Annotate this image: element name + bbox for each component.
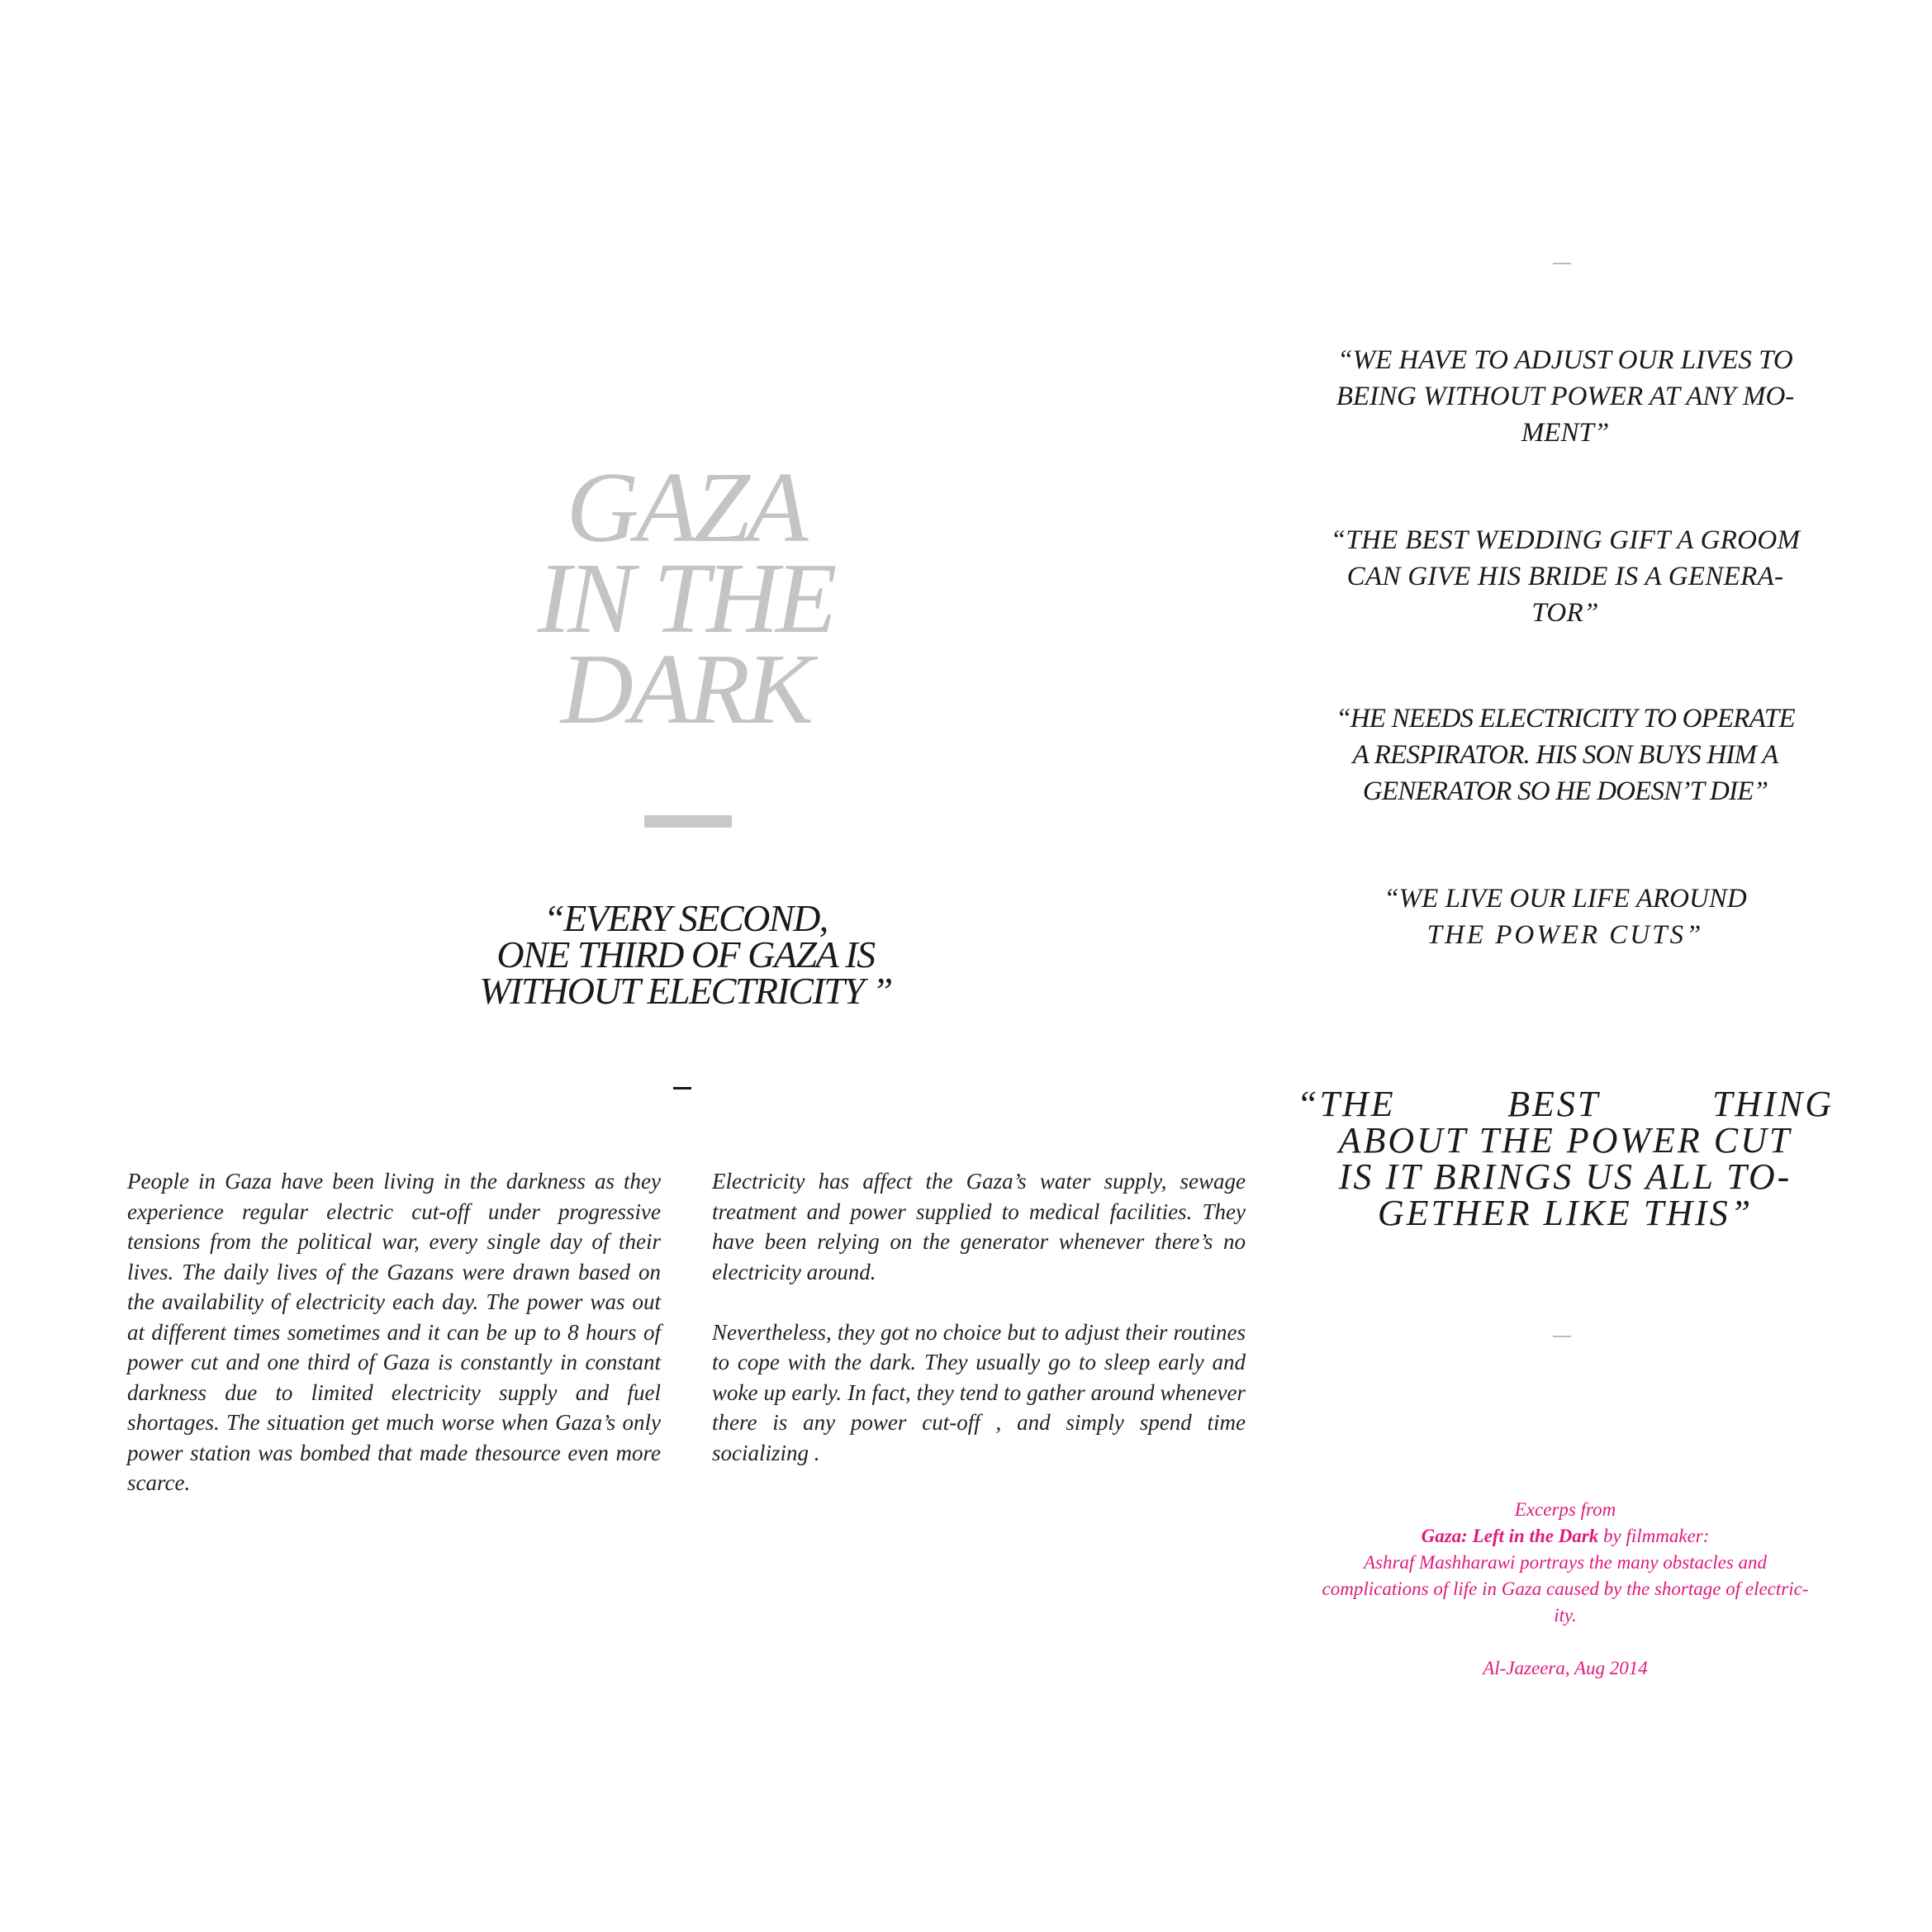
body-paragraph: Electricity has affect the Gaza’s water supply, sewage treatment and power supplied to medical facilities. They have been relying on the generator whenever there’s no electricity around.: [712, 1169, 1246, 1284]
pull-quote: [1297, 342, 1834, 451]
body-paragraph: People in Gaza have been living in the darkness as they experience regular electric cut-off under progressive tensions from the political war, every single day of their lives. The daily lives of the Gazans were drawn based on the availability of electricity each day. The power was out at different times sometimes and it can be up to 8 hours of power cut and one third of Gaza is constantly in constant darkness due to limited electricity supply and fuel shortages. The situation get much worse when Gaza’s only power station was bombed that made thesource even more scarce.: [127, 1169, 661, 1495]
section-divider: [673, 1087, 691, 1089]
film-title: Gaza: Left in the Dark: [1421, 1526, 1599, 1546]
body-column-left: [127, 1166, 661, 1528]
pull-quote: [1297, 522, 1834, 631]
pull-quote-line: “THE BEST WEDDING GIFT A GROOM: [1330, 525, 1801, 555]
featured-quote-word: THING: [1711, 1084, 1834, 1124]
featured-quote-line-2: ABOUT THE POWER CUT: [1338, 1120, 1792, 1161]
credit-line: Ashraf Mashharawi portrays the many obstacles and: [1363, 1552, 1768, 1573]
pull-quote-line: A RESPIRATOR. HIS SON BUYS HIM A: [1352, 740, 1778, 770]
page-title: [463, 452, 909, 745]
quote-divider-top: [1553, 263, 1571, 264]
featured-quote-line-4: GETHER LIKE THIS”: [1377, 1193, 1754, 1233]
pull-quote-line: “WE LIVE OUR LIFE AROUND: [1384, 884, 1747, 914]
pull-quote: [1297, 700, 1834, 809]
title-line-1: GAZA: [566, 452, 805, 563]
title-line-2: IN THE: [537, 543, 834, 654]
main-quote: [363, 897, 1008, 1012]
pull-quote: [1297, 881, 1834, 953]
pull-quote-line: CAN GIVE HIS BRIDE IS A GENERA-: [1346, 562, 1784, 591]
body-column-right: [712, 1166, 1246, 1498]
credit-line: complications of life in Gaza caused by the shortage of electric-: [1322, 1578, 1809, 1599]
main-quote-line-1: “EVERY SECOND,: [544, 897, 828, 939]
credit-source: Al-Jazeera, Aug 2014: [1483, 1658, 1648, 1678]
body-paragraph: Nevertheless, they got no choice but to adjust their routines to cope with the dark. They usually go to sleep early and woke up early. In fact, they tend to gather around whenever there is any power cut-off , and simply spend time socializing .: [712, 1319, 1246, 1465]
pull-quote-line: “WE HAVE TO ADJUST OUR LIVES TO: [1337, 345, 1793, 375]
featured-quote: [1297, 1086, 1834, 1232]
quote-divider-bottom: [1553, 1336, 1571, 1337]
featured-quote-line-3: IS IT BRINGS US ALL TO-: [1338, 1156, 1792, 1197]
featured-quote-line-1: [1297, 1086, 1834, 1123]
title-divider: [644, 815, 732, 828]
main-quote-line-2: ONE THIRD OF GAZA IS: [496, 933, 875, 975]
credit-spacer: [1297, 1629, 1834, 1655]
pull-quote-line: MENT”: [1521, 418, 1610, 448]
main-quote-line-3: WITHOUT ELECTRICITY ”: [479, 970, 892, 1012]
credit-by: by filmmaker:: [1598, 1526, 1710, 1546]
source-credit: [1297, 1497, 1834, 1682]
title-line-3: DARK: [560, 634, 811, 745]
pull-quote-line: TOR”: [1531, 598, 1599, 628]
pull-quote-line: GENERATOR SO HE DOESN’T DIE”: [1362, 776, 1768, 806]
pull-quote-line: BEING WITHOUT POWER AT ANY MO-: [1336, 382, 1795, 411]
featured-quote-word: BEST: [1507, 1084, 1601, 1124]
credit-line: [1297, 1523, 1834, 1550]
featured-quote-word: “THE: [1297, 1084, 1396, 1124]
pull-quote-line: THE POWER CUTS”: [1426, 920, 1704, 950]
credit-line: ity.: [1554, 1605, 1577, 1626]
pull-quote-line: “HE NEEDS ELECTRICITY TO OPERATE: [1336, 704, 1795, 733]
credit-line: Excerps from: [1514, 1499, 1616, 1520]
